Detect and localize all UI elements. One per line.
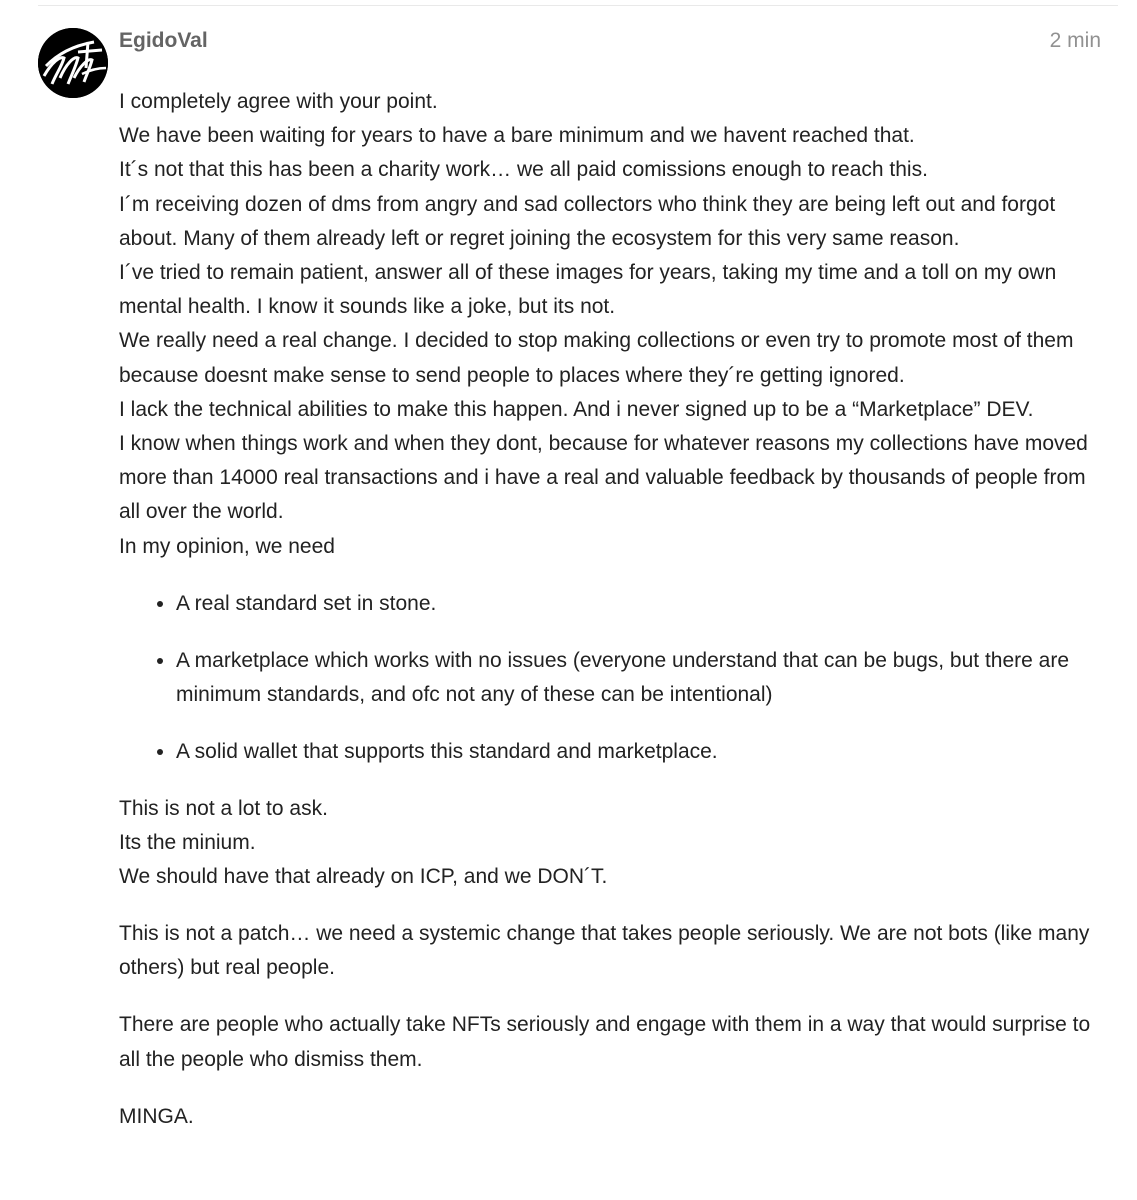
post-text-line: I completely agree with your point. [119,90,438,113]
post-signoff: MINGA. [119,1104,194,1128]
post-text-line: I´ve tried to remain patient, answer all of these images for years, taking my time and a toll on my own mental health. I know it sounds like a joke, but its not. [119,261,1057,319]
post-body [119,85,1109,1157]
post-author-name[interactable]: EgidoVal [119,29,208,52]
post-paragraph [119,85,1109,564]
post-paragraph: This is not a patch… we need a systemic change that takes people seriously. We are not bots (like many others) but real people. [119,922,1090,980]
post-text-line: It´s not that this has been a charity work… we all paid comissions enough to reach this. [119,158,928,182]
user-avatar-logo-icon[interactable] [38,28,108,98]
post-paragraph [119,792,1109,895]
post-timestamp[interactable]: 2 min [1049,29,1101,52]
post-text-line: I´m receiving dozen of dms from angry and sad collectors who think they are being left out and forgot about. Many of them already left or regret joining the ecosystem for this very same reason. [119,192,1056,250]
avatar-logo-icon [38,28,108,98]
post-text-line: Its the minium. [119,831,256,855]
list-item: • A solid wallet that supports this standard and marketplace. [176,735,1109,769]
list-item: • A marketplace which works with no issues (everyone understand that can be bugs, but there are minimum standards, and ofc not any of these can be intentional) [176,644,1109,712]
post-text-line: We have been waiting for years to have a bare minimum and we havent reached that. [119,124,915,148]
post-text-line: This is not a lot to ask. [119,796,328,820]
post-text-line: In my opinion, we need [119,534,335,558]
post-paragraph: There are people who actually take NFTs seriously and engage with them in a way that would surprise to all the people who dismiss them. [119,1013,1091,1071]
post-text-line: I lack the technical abilities to make this happen. And i never signed up to be a “Marketplace” DEV. [119,397,1034,421]
post-text-line: We should have that already on ICP, and we DON´T. [119,865,608,889]
post-divider [38,5,1118,6]
post-text-line: I know when things work and when they dont, because for whatever reasons my collections have moved more than 14000 real transactions and i have a real and valuable feedback by thousands of people from all over the world. [119,432,1088,524]
list-item: • A real standard set in stone. [176,587,1109,621]
post-bullet-list [119,587,1109,769]
post-text-line: We really need a real change. I decided to stop making collections or even try to promote most of them because doesnt make sense to send people to places where they´re getting ignored. [119,329,1074,387]
